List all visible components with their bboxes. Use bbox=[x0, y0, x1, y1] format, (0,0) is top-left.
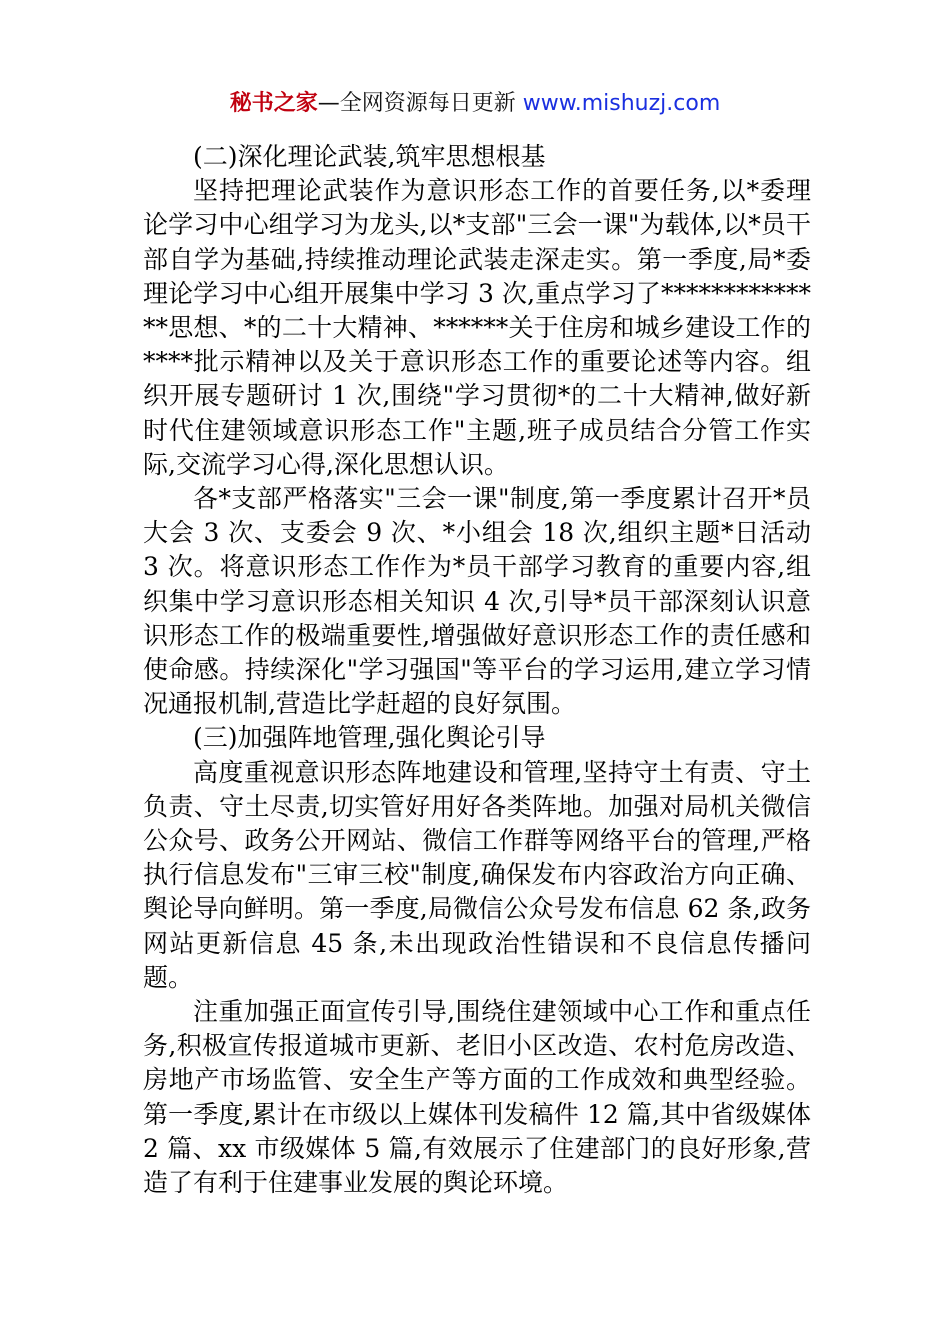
site-url-link[interactable]: www.mishuzj.com bbox=[522, 91, 721, 116]
paragraph: 高度重视意识形态阵地建设和管理,坚持守土有责、守土负责、守土尽责,切实管好用好各类阵地。加强对局机关微信公众号、政务公开网站、微信工作群等网络平台的管理,严格执行信息发布"三审三校"制度,确保发布内容政治方向正确、舆论导向鲜明。第一季度,局微信公众号发布信息 62 条,政务网站更新信息 45 条,未出现政治性错误和不良信息传播问题。 bbox=[143, 757, 811, 992]
site-brand: 秘书之家 bbox=[229, 91, 318, 116]
site-tagline: —全网资源每日更新 bbox=[317, 91, 523, 116]
paragraph: 坚持把理论武装作为意识形态工作的首要任务,以*委理论学习中心组学习为龙头,以*支部"三会一课"为载体,以*员干部自学为基础,持续推动理论武装走深走实。第一季度,局*委理论学习中心组开展集中学习 3 次,重点学习了**************思想、*的二十大精神、******关于住房和城乡建设工作的****批示精神以及关于意识形态工作的重要论述等内容。组织开展专题研讨 1 次,围绕"学习贯彻*的二十大精神,做好新时代住建领域意识形态工作"主题,班子成员结合分管工作实际,交流学习心得,深化思想认识。 bbox=[143, 176, 811, 479]
document-body bbox=[143, 140, 811, 1200]
section-heading-3: (三)加强阵地管理,强化舆论引导 bbox=[193, 723, 546, 753]
site-header bbox=[0, 88, 950, 120]
section-heading-2: (二)深化理论武装,筑牢思想根基 bbox=[193, 142, 546, 171]
paragraph: 注重加强正面宣传引导,围绕住建领域中心工作和重点任务,积极宣传报道城市更新、老旧小区改造、农村危房改造、房地产市场监管、安全生产等方面的工作成效和典型经验。第一季度,累计在市级以上媒体刊发稿件 12 篇,其中省级媒体 2 篇、xx 市级媒体 5 篇,有效展示了住建部门的良好形象,营造了有利于住建事业发展的舆论环境。 bbox=[143, 997, 811, 1198]
paragraph: 各*支部严格落实"三会一课"制度,第一季度累计召开*员大会 3 次、支委会 9 次、*小组会 18 次,组织主题*日活动 3 次。将意识形态工作作为*员干部学习教育的重要内容,组织集中学习意识形态相关知识 4 次,引导*员干部深刻认识意识形态工作的极端重要性,增强做好意识形态工作的责任感和使命感。持续深化"学习强国"等平台的学习运用,建立学习情况通报机制,营造比学赶超的良好氛围。 bbox=[143, 484, 811, 719]
